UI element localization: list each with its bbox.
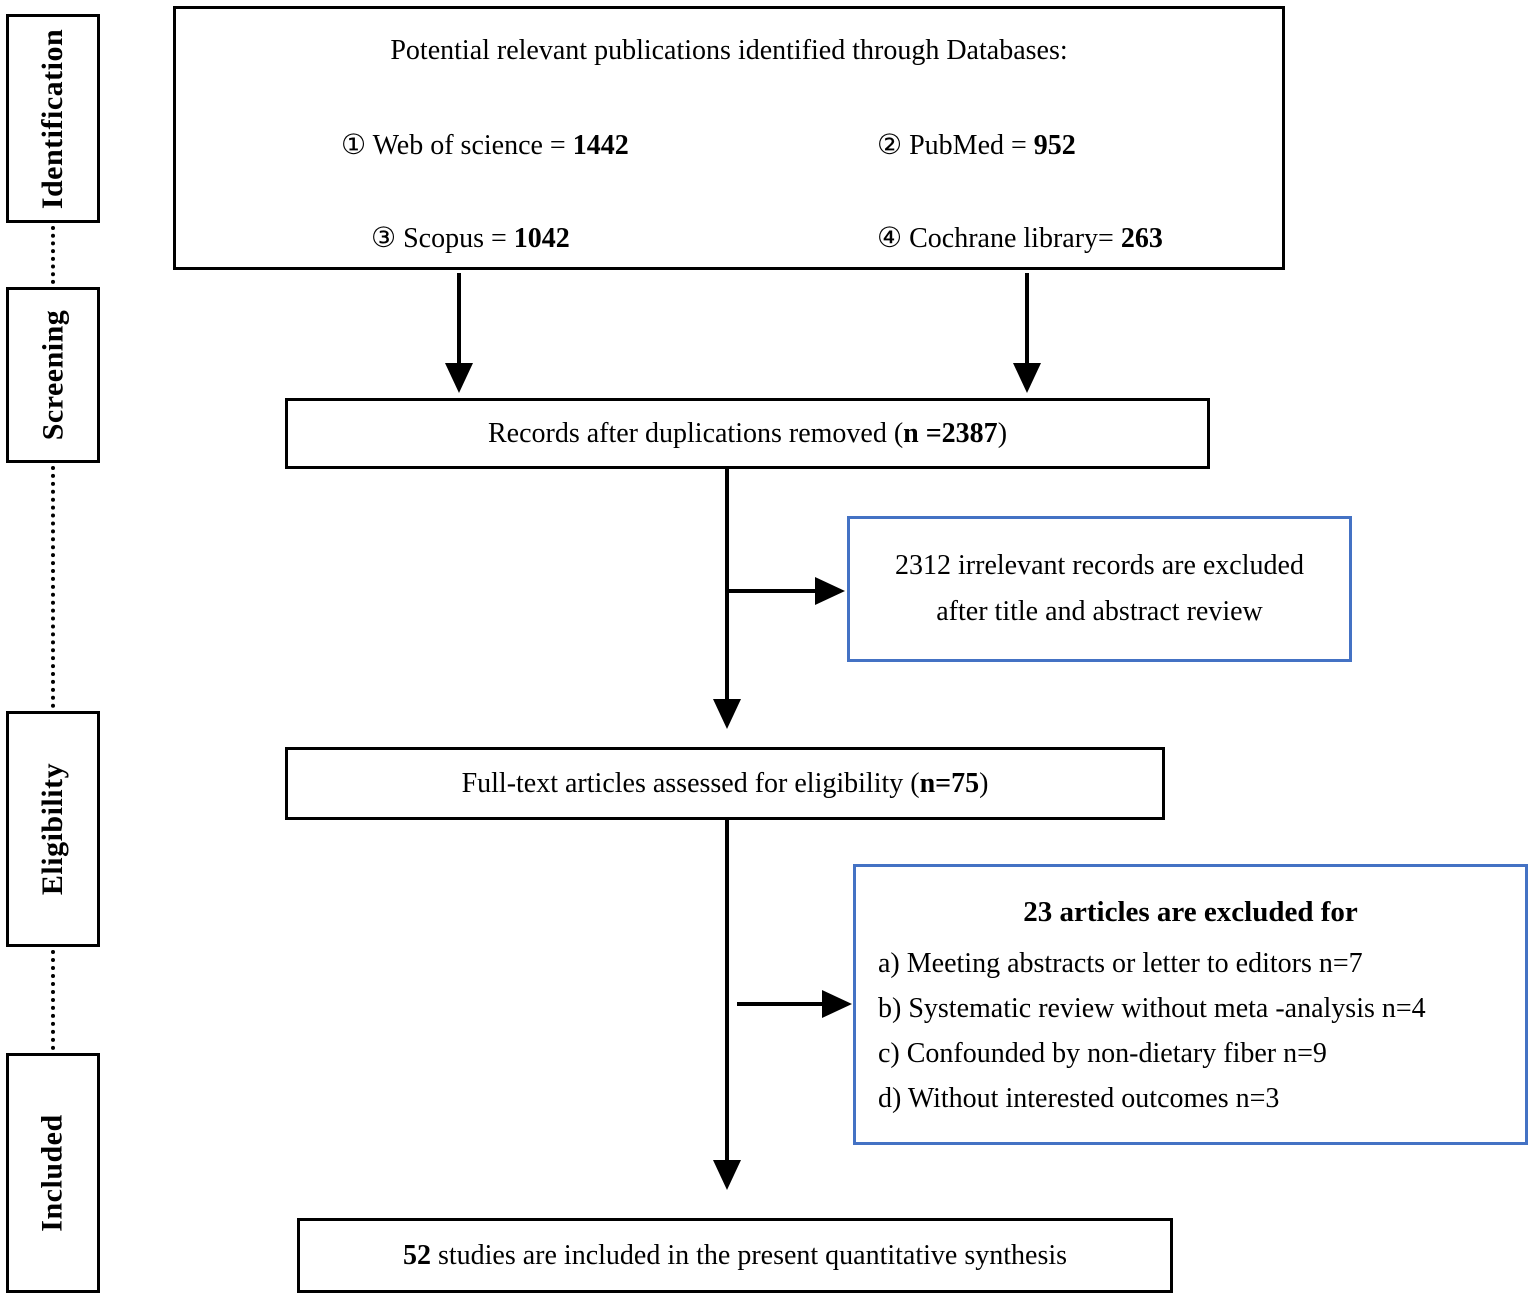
arrow-branch-exclusion2-head-icon — [822, 990, 852, 1018]
arrow-branch-exclusion1-shaft — [727, 589, 817, 593]
included-count: 52 — [402, 1239, 431, 1271]
exclusion2-item-c: c) Confounded by non-dietary fiber n=9 — [878, 1038, 1327, 1069]
arrow-branch-exclusion1-head-icon — [815, 577, 845, 605]
stage-label-screening: Screening — [36, 309, 70, 441]
source-scopus — [371, 221, 570, 257]
identification-box-title: Potential relevant publications identified through Databases: — [390, 35, 1068, 66]
stage-connector-2 — [51, 466, 55, 708]
title-abstract-exclusion-box — [847, 516, 1352, 662]
source-count: 1442 — [572, 130, 629, 161]
exclusion2-item-d: d) Without interested outcomes n=3 — [878, 1083, 1280, 1114]
arrow-right-head-icon — [1013, 363, 1041, 393]
stage-connector-1 — [51, 226, 55, 284]
stage-box-identification — [6, 14, 100, 223]
included-text — [403, 1240, 1067, 1272]
stage-connector-3 — [51, 950, 55, 1050]
fulltext-count: n=75 — [919, 767, 980, 799]
exclusion2-item-b: b) Systematic review without meta -analysis n=4 — [878, 993, 1426, 1024]
exclusion2-item-list — [856, 941, 1525, 1121]
source-cochrane — [877, 221, 1163, 257]
included-box — [297, 1218, 1173, 1293]
exclusion2-item-a: a) Meeting abstracts or letter to editors n=7 — [878, 948, 1363, 979]
identification-sources-box — [173, 6, 1285, 270]
records-after-dedup-box — [285, 398, 1210, 469]
circled-3-icon: ③ — [371, 223, 397, 254]
stage-box-screening — [6, 287, 100, 463]
circled-1-icon: ① — [341, 130, 367, 161]
fulltext-assessed-text — [462, 768, 989, 800]
arrow-fulltext-to-included-shaft — [725, 820, 729, 1162]
records-count: n =2387 — [903, 417, 998, 449]
text-segment: ) — [979, 767, 989, 799]
stage-label-included: Included — [36, 1114, 70, 1232]
source-name: PubMed = — [902, 130, 1034, 161]
stage-label-eligibility: Eligibility — [36, 762, 70, 896]
stage-label-identification: Identification — [36, 28, 69, 209]
fulltext-assessed-box — [285, 747, 1165, 820]
source-web-of-science — [341, 128, 629, 164]
source-name: Web of science = — [366, 130, 573, 161]
exclusion1-line1: 2312 irrelevant records are excluded — [895, 550, 1304, 581]
fulltext-exclusion-box — [853, 864, 1528, 1145]
text-segment: ) — [997, 417, 1008, 449]
source-pubmed — [877, 128, 1076, 164]
source-count: 263 — [1120, 223, 1163, 254]
text-segment: Full-text articles assessed for eligibility ( — [461, 767, 920, 799]
arrow-records-to-fulltext-shaft — [725, 469, 729, 701]
text-segment: studies are included in the present quantitative synthesis — [430, 1239, 1068, 1271]
arrow-branch-exclusion2-shaft — [737, 1002, 824, 1006]
source-name: Scopus = — [396, 223, 514, 254]
stage-box-included — [6, 1053, 100, 1293]
arrow-fulltext-to-included-head-icon — [713, 1160, 741, 1190]
circled-2-icon: ② — [877, 130, 903, 161]
stage-box-eligibility — [6, 711, 100, 947]
arrow-records-to-fulltext-head-icon — [713, 699, 741, 729]
source-count: 1042 — [513, 223, 570, 254]
source-name: Cochrane library= — [902, 223, 1121, 254]
arrow-right-shaft — [1025, 273, 1029, 365]
arrow-left-shaft — [457, 273, 461, 365]
source-count: 952 — [1033, 130, 1076, 161]
circled-4-icon: ④ — [877, 223, 903, 254]
text-segment: Records after duplications removed ( — [487, 417, 904, 449]
arrow-left-head-icon — [445, 363, 473, 393]
records-after-dedup-text — [488, 418, 1007, 450]
exclusion2-heading: 23 articles are excluded for — [1023, 896, 1358, 928]
exclusion1-line2: after title and abstract review — [936, 596, 1263, 627]
